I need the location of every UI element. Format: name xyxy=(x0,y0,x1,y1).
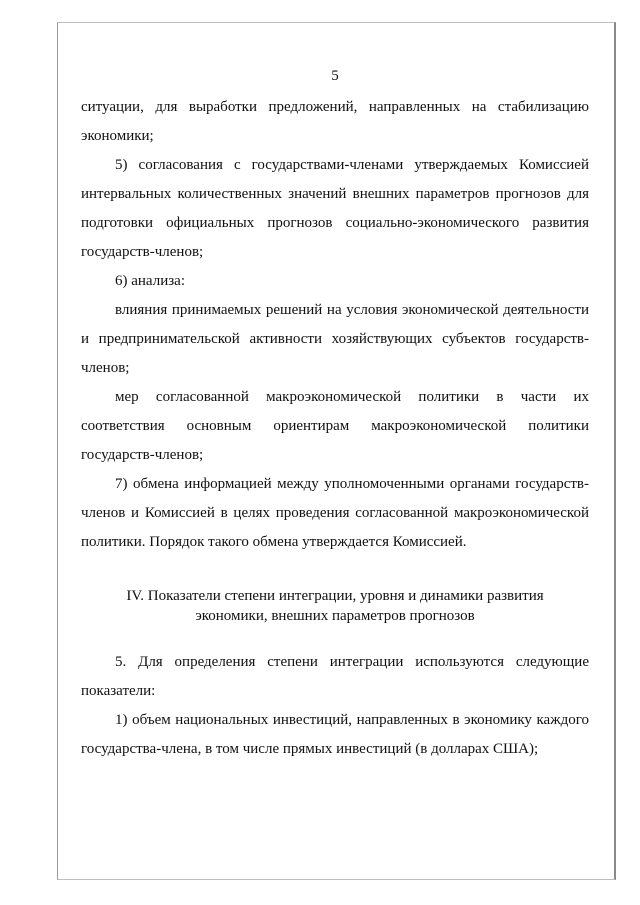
document-page xyxy=(81,62,589,764)
paragraph-indicator-1: 1) объем национальных инвестиций, направленных в экономику каждого государства-члена, в том числе прямых инвестиций (в долларах США); xyxy=(81,712,589,757)
paragraph-clause-5: 5. Для определения степени интеграции используются следующие показатели: xyxy=(81,654,589,699)
paragraph-sub-measures: мер согласованной макроэкономической политики в части их соответствия основным ориентирам макроэкономической политики государств-членов; xyxy=(81,389,589,463)
paragraph-item-6: 6) анализа: xyxy=(115,273,185,289)
section-heading-line-2: экономики, внешних параметров прогнозов xyxy=(195,608,475,624)
paragraph-sub-influence: влияния принимаемых решений на условия экономической деятельности и предпринимательской активности хозяйствующих субъектов государств-членов; xyxy=(81,302,589,376)
section-heading-line-1: IV. Показатели степени интеграции, уровня и динамики развития xyxy=(126,588,544,604)
paragraph-continuation: ситуации, для выработки предложений, направленных на стабилизацию экономики; xyxy=(81,99,589,144)
paragraph-item-7: 7) обмена информацией между уполномоченными органами государств-членов и Комиссией в целях проведения согласованной макроэкономической политики. Порядок такого обмена утверждается Комиссией. xyxy=(81,476,589,550)
paragraph-item-5: 5) согласования с государствами-членами утверждаемых Комиссией интервальных количественных значений внешних параметров прогнозов для подготовки официальных прогнозов социально-экономического развития государств-членов; xyxy=(81,157,589,260)
page-number: 5 xyxy=(331,68,339,84)
section-heading xyxy=(81,586,589,626)
